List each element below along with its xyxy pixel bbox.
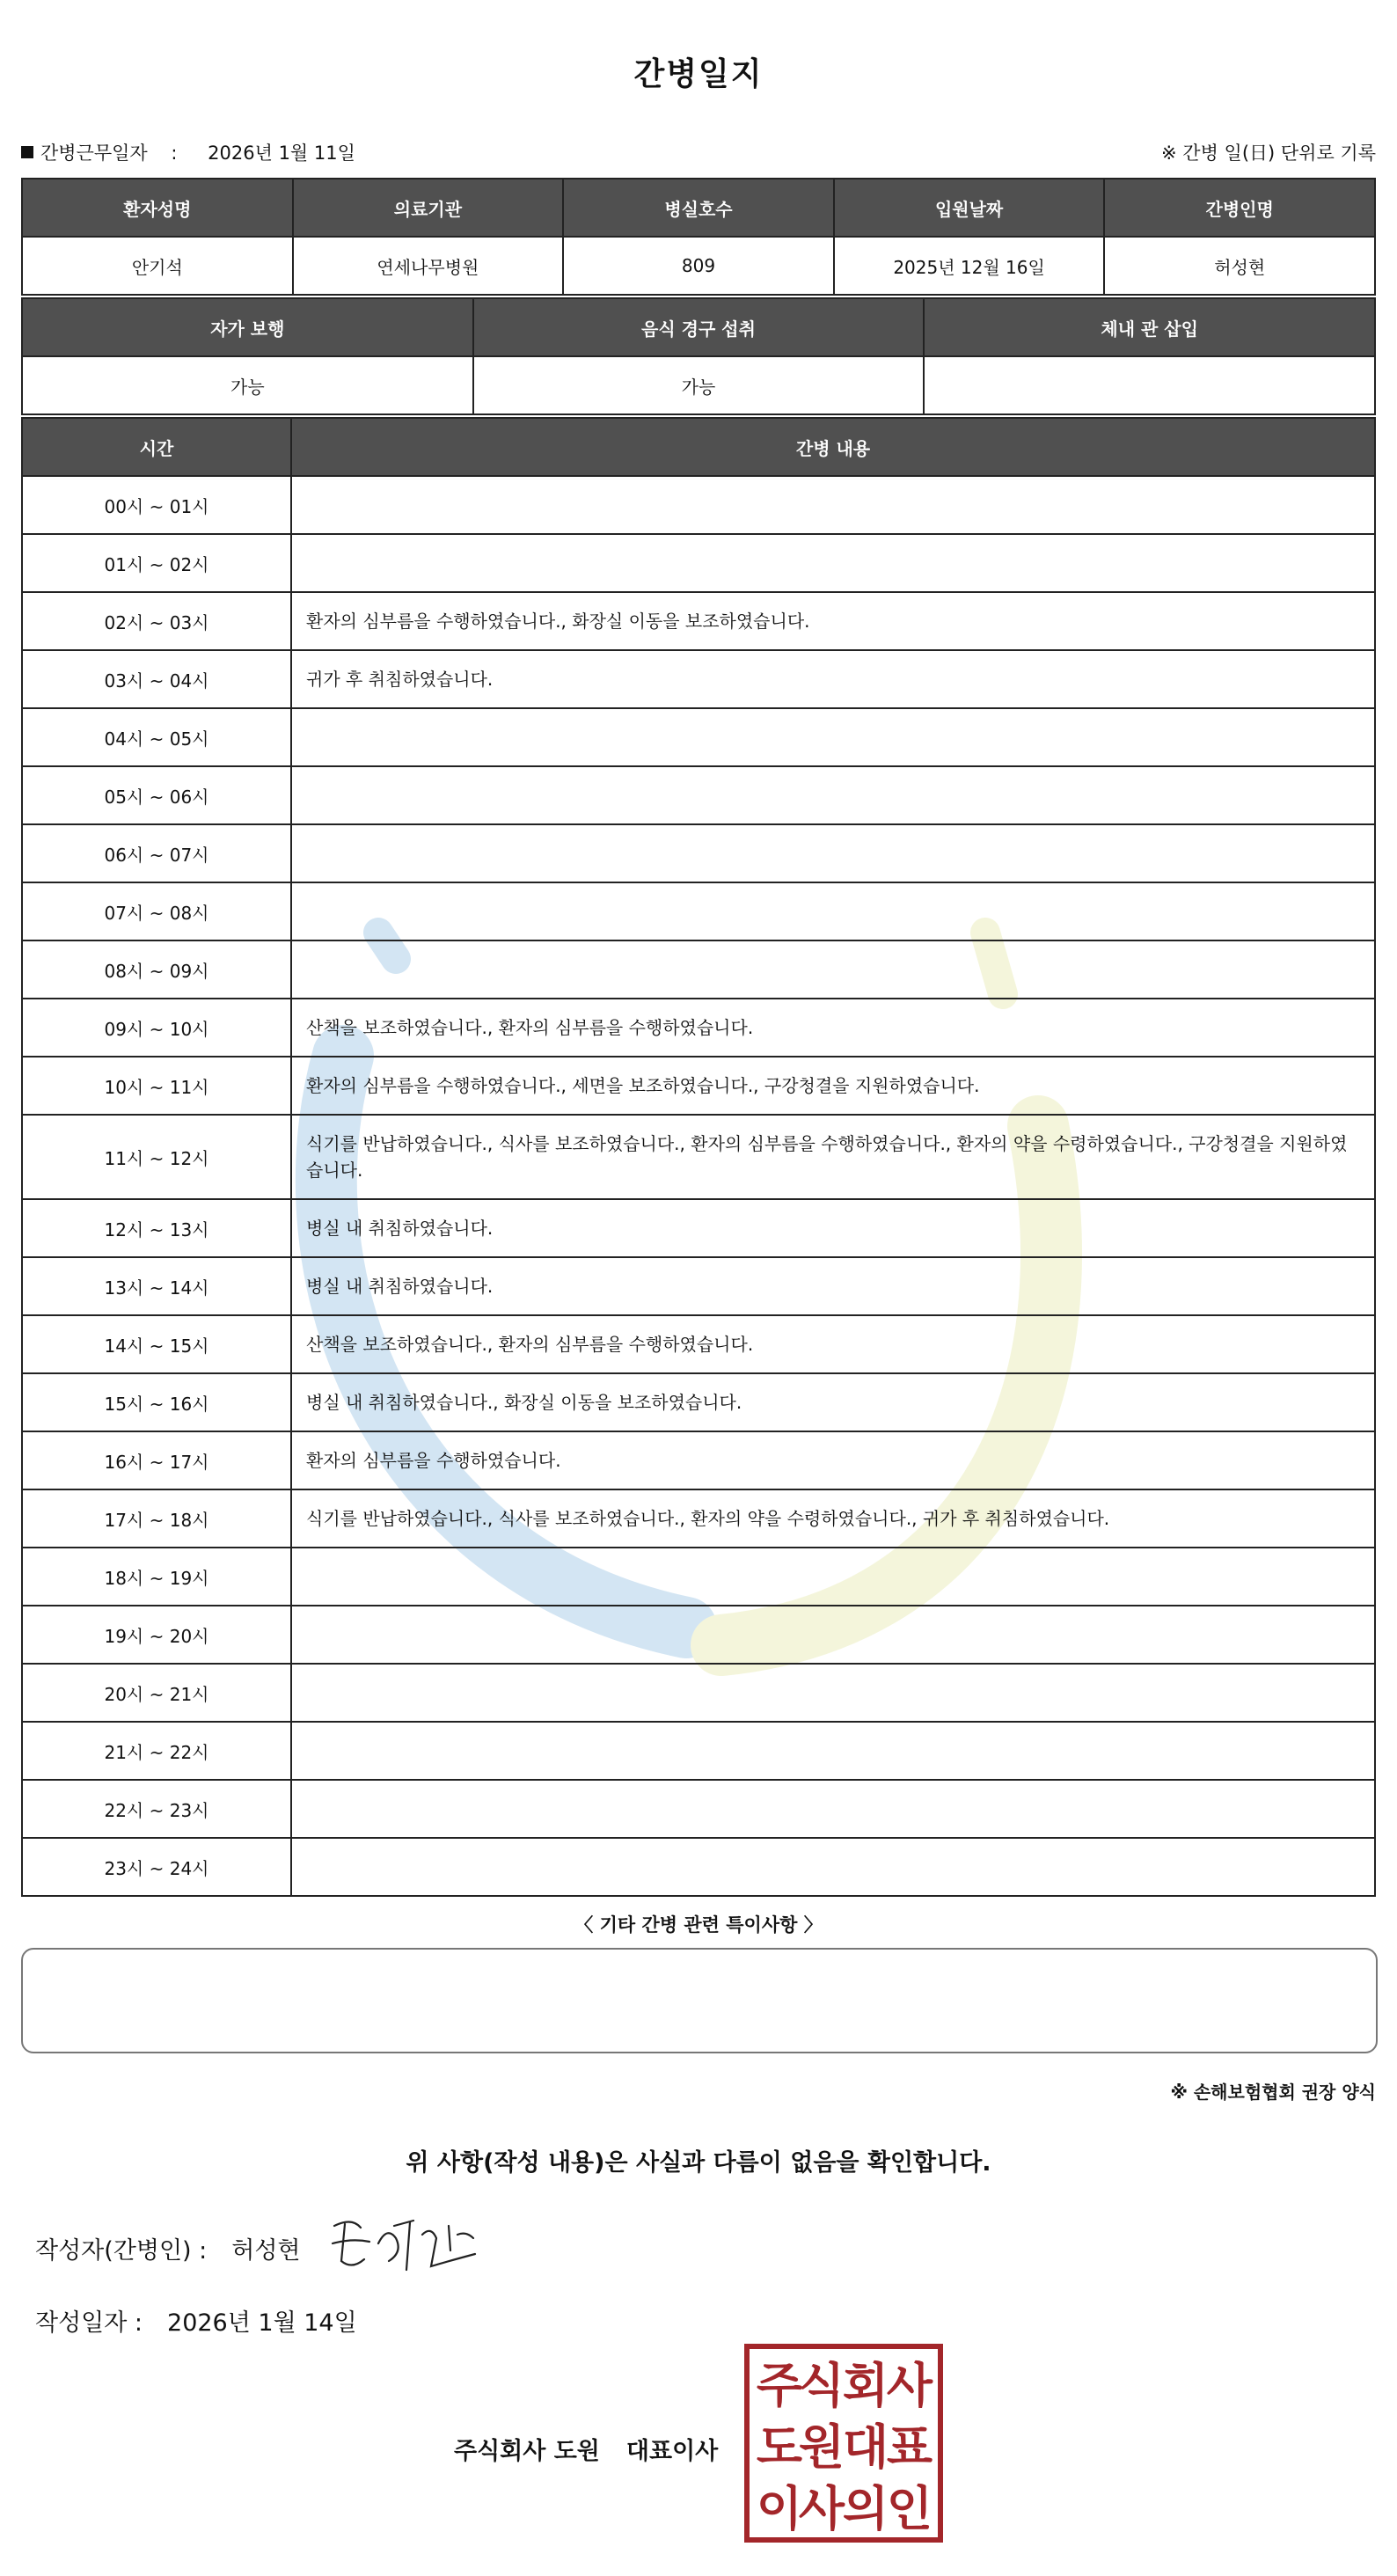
header-tube-insertion: 체내 관 삽입 — [924, 298, 1375, 356]
care-note — [291, 1548, 1375, 1606]
writer-label: 작성자(간병인) : — [35, 2237, 208, 2265]
care-log-row — [22, 592, 1375, 650]
svg-text:회: 회 — [842, 2358, 889, 2413]
patient-status-table — [21, 297, 1376, 415]
header-patient-name: 환자성명 — [22, 179, 293, 237]
time-slot: 04시 ~ 05시 — [22, 708, 291, 766]
svg-text:사: 사 — [798, 2481, 845, 2536]
svg-text:의: 의 — [842, 2481, 889, 2536]
care-log-row — [22, 1489, 1375, 1548]
care-note: 병실 내 취침하였습니다. — [291, 1257, 1375, 1315]
patient-info-value-row — [22, 237, 1375, 295]
care-log-row — [22, 824, 1375, 882]
care-log-row — [22, 940, 1375, 999]
care-note: 환자의 심부름을 수행하였습니다. — [291, 1431, 1375, 1489]
care-log-row — [22, 1115, 1375, 1199]
care-note — [291, 824, 1375, 882]
admission-date: 2025년 12월 16일 — [834, 237, 1105, 295]
patient-name: 안기석 — [22, 237, 293, 295]
write-date-label: 작성일자 : — [35, 2309, 143, 2337]
time-slot: 09시 ~ 10시 — [22, 999, 291, 1057]
confirmation-statement: 위 사항(작성 내용)은 사실과 다름이 없음을 확인합니다. — [406, 2149, 991, 2177]
time-slot: 20시 ~ 21시 — [22, 1664, 291, 1722]
work-date-label: 간병근무일자 — [40, 143, 148, 164]
special-notes-box — [21, 1948, 1378, 2053]
svg-text:사: 사 — [886, 2358, 933, 2413]
company-line — [454, 2432, 718, 2466]
svg-text:이: 이 — [756, 2481, 803, 2536]
write-date-value: 2026년 1월 14일 — [167, 2309, 357, 2337]
care-note: 식기를 반납하였습니다., 식사를 보조하였습니다., 환자의 심부름을 수행하였습니다., 환자의 약을 수령하였습니다., 구강청결을 지원하였습니다. — [291, 1115, 1375, 1199]
svg-text:표: 표 — [886, 2419, 933, 2475]
care-note — [291, 1838, 1375, 1896]
time-slot: 01시 ~ 02시 — [22, 534, 291, 592]
header-room-number: 병실호수 — [563, 179, 834, 237]
care-note — [291, 476, 1375, 534]
svg-text:인: 인 — [886, 2481, 933, 2536]
hospital-name: 연세나무병원 — [293, 237, 564, 295]
header-care-content: 간병 내용 — [291, 418, 1375, 476]
care-log-row — [22, 1664, 1375, 1722]
time-slot: 05시 ~ 06시 — [22, 766, 291, 824]
time-slot: 23시 ~ 24시 — [22, 1838, 291, 1896]
svg-text:대: 대 — [842, 2419, 889, 2475]
svg-text:원: 원 — [798, 2419, 845, 2475]
svg-text:주: 주 — [756, 2358, 803, 2413]
care-log-table — [21, 417, 1376, 1897]
work-date-value: 2026년 1월 11일 — [208, 143, 355, 164]
time-slot: 15시 ~ 16시 — [22, 1373, 291, 1431]
patient-info-header-row — [22, 179, 1375, 237]
time-slot: 13시 ~ 14시 — [22, 1257, 291, 1315]
time-slot: 21시 ~ 22시 — [22, 1722, 291, 1780]
header-oral-intake: 음식 경구 섭취 — [473, 298, 925, 356]
time-slot: 03시 ~ 04시 — [22, 650, 291, 708]
care-log-row — [22, 1199, 1375, 1257]
care-log-row — [22, 650, 1375, 708]
care-log-row — [22, 1722, 1375, 1780]
header-self-walking: 자가 보행 — [22, 298, 473, 356]
time-slot: 18시 ~ 19시 — [22, 1548, 291, 1606]
special-notes-content — [23, 1950, 1376, 1974]
time-slot: 12시 ~ 13시 — [22, 1199, 291, 1257]
room-number: 809 — [563, 237, 834, 295]
header-admission-date: 입원날짜 — [834, 179, 1105, 237]
time-slot: 07시 ~ 08시 — [22, 882, 291, 940]
svg-text:도: 도 — [756, 2419, 803, 2475]
care-log-row — [22, 999, 1375, 1057]
work-date-separator: : — [171, 143, 178, 164]
care-note — [291, 708, 1375, 766]
time-slot: 02시 ~ 03시 — [22, 592, 291, 650]
care-log-header-row — [22, 418, 1375, 476]
caregiver-name: 허성현 — [1104, 237, 1375, 295]
time-slot: 10시 ~ 11시 — [22, 1057, 291, 1115]
company-representative: 대표이사 — [625, 2438, 719, 2465]
care-log-row — [22, 1431, 1375, 1489]
time-slot: 11시 ~ 12시 — [22, 1115, 291, 1199]
care-note: 병실 내 취침하였습니다. — [291, 1199, 1375, 1257]
time-slot: 08시 ~ 09시 — [22, 940, 291, 999]
care-note: 환자의 심부름을 수행하였습니다., 세면을 보조하였습니다., 구강청결을 지원하였습니다. — [291, 1057, 1375, 1115]
work-date-line — [21, 139, 355, 165]
care-note: 식기를 반납하였습니다., 식사를 보조하였습니다., 환자의 약을 수령하였습니다., 귀가 후 취침하였습니다. — [291, 1489, 1375, 1548]
care-log-row — [22, 1838, 1375, 1896]
time-slot: 06시 ~ 07시 — [22, 824, 291, 882]
self-walking-value: 가능 — [22, 356, 473, 414]
care-note: 병실 내 취침하였습니다., 화장실 이동을 보조하였습니다. — [291, 1373, 1375, 1431]
care-log-row — [22, 534, 1375, 592]
care-note: 산책을 보조하였습니다., 환자의 심부름을 수행하였습니다. — [291, 1315, 1375, 1373]
care-log-row — [22, 1606, 1375, 1664]
writer-name: 허성현 — [231, 2237, 301, 2265]
special-notes-title: 〈 기타 간병 관련 특이사항 〉 — [574, 1914, 823, 1936]
svg-text:식: 식 — [798, 2358, 845, 2413]
time-slot: 00시 ~ 01시 — [22, 476, 291, 534]
care-note — [291, 1664, 1375, 1722]
care-note: 환자의 심부름을 수행하였습니다., 화장실 이동을 보조하였습니다. — [291, 592, 1375, 650]
care-note — [291, 766, 1375, 824]
header-hospital: 의료기관 — [293, 179, 564, 237]
header-caregiver-name: 간병인명 — [1104, 179, 1375, 237]
writer-line — [35, 2231, 301, 2265]
care-log-row — [22, 708, 1375, 766]
care-note — [291, 534, 1375, 592]
time-slot: 17시 ~ 18시 — [22, 1489, 291, 1548]
company-seal-stamp — [744, 2344, 943, 2543]
care-log-row — [22, 1373, 1375, 1431]
care-note: 산책을 보조하였습니다., 환자의 심부름을 수행하였습니다. — [291, 999, 1375, 1057]
care-log-row — [22, 1548, 1375, 1606]
time-slot: 22시 ~ 23시 — [22, 1780, 291, 1838]
time-slot: 16시 ~ 17시 — [22, 1431, 291, 1489]
status-value-row — [22, 356, 1375, 414]
care-note — [291, 1722, 1375, 1780]
care-log-row — [22, 766, 1375, 824]
write-date-line — [35, 2303, 357, 2338]
oral-intake-value: 가능 — [473, 356, 925, 414]
status-header-row — [22, 298, 1375, 356]
care-log-row — [22, 1257, 1375, 1315]
care-note — [291, 1780, 1375, 1838]
care-note — [291, 940, 1375, 999]
handwritten-signature — [325, 2208, 484, 2279]
care-note: 귀가 후 취침하였습니다. — [291, 650, 1375, 708]
header-time: 시간 — [22, 418, 291, 476]
unit-note: ※ 간병 일(日) 단위로 기록 — [1161, 143, 1376, 164]
care-log-row — [22, 882, 1375, 940]
patient-info-table — [21, 178, 1376, 296]
care-note — [291, 882, 1375, 940]
care-note — [291, 1606, 1375, 1664]
company-name: 주식회사 도원 — [454, 2438, 600, 2465]
care-log-row — [22, 1315, 1375, 1373]
care-log-row — [22, 1057, 1375, 1115]
time-slot: 19시 ~ 20시 — [22, 1606, 291, 1664]
care-log-row — [22, 476, 1375, 534]
care-log-row — [22, 1780, 1375, 1838]
tube-insertion-value — [924, 356, 1375, 414]
square-bullet-icon — [21, 146, 33, 158]
document-title: 간병일지 — [633, 56, 764, 92]
time-slot: 14시 ~ 15시 — [22, 1315, 291, 1373]
association-note: ※ 손해보험협회 권장 양식 — [1170, 2082, 1376, 2103]
